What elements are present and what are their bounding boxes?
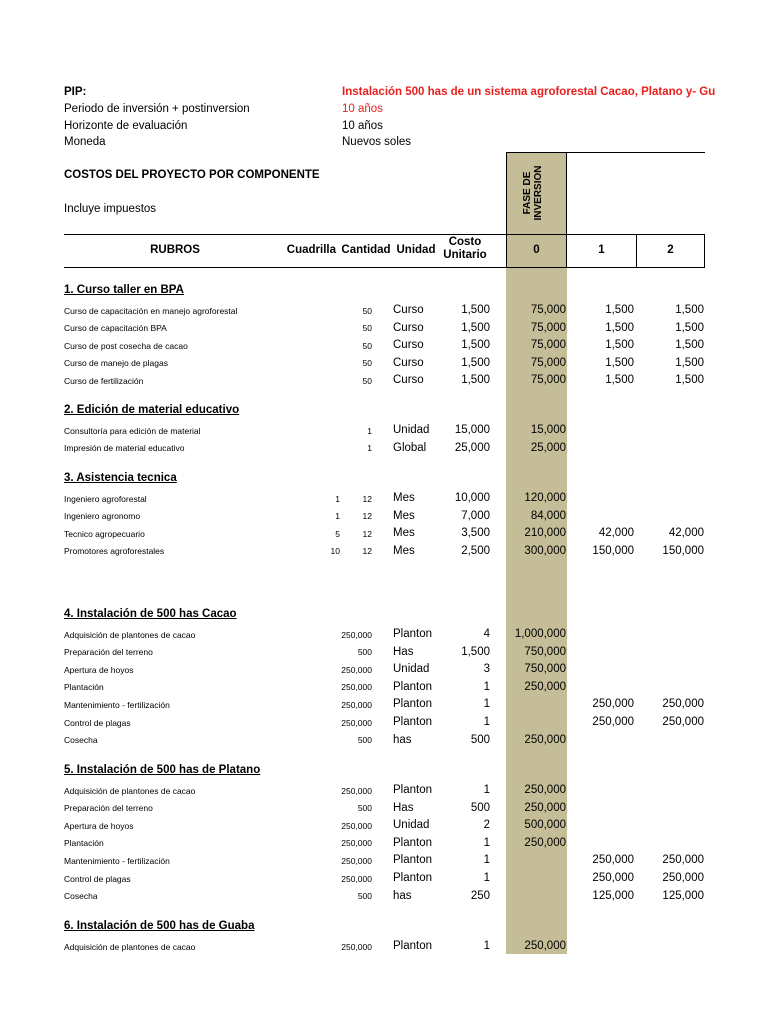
cell-cantidad: 500 [357,647,372,658]
cell-year-0: 250,000 [524,680,566,693]
cell-cantidad: 500 [357,735,372,746]
row-rubro: Tecnico agropecuario [64,528,145,539]
cell-costo-unitario: 7,000 [461,509,490,522]
cell-costo-unitario: 500 [470,733,490,746]
col-costo-unitario: Costo Unitario [443,236,487,261]
cell-unidad: Unidad [393,663,430,676]
pip-value: Instalación 500 has de un sistema agroforestal Cacao, Platano y- Gu [342,86,716,98]
cell-year-1: 250,000 [592,716,634,728]
cell-unidad: Mes [393,527,415,540]
cell-costo-unitario: 1 [483,836,490,849]
cell-year-0: 75,000 [530,374,566,387]
cell-cantidad: 250,000 [341,820,372,831]
row-rubro: Apertura de hoyos [64,664,134,675]
cell-year-1: 1,500 [605,321,634,334]
cell-year-0: 84,000 [530,509,566,522]
row-rubro: Control de plagas [64,717,131,728]
cell-costo-unitario: 1 [483,716,490,728]
col-year-1: 1 [598,244,605,256]
cell-year-0: 750,000 [524,645,566,658]
cell-cantidad: 250,000 [341,682,372,693]
cell-year-2: 250,000 [662,698,704,711]
cell-unidad: Has [393,645,414,658]
cell-year-1: 42,000 [598,527,634,540]
col-rubros: RUBROS [150,244,200,256]
cell-year-1: 1,500 [605,356,634,369]
cell-unidad: Planton [393,872,433,884]
cell-unidad: Planton [393,698,433,711]
cell-costo-unitario: 15,000 [454,424,490,436]
cell-year-0: 75,000 [530,304,566,316]
cell-cantidad: 250,000 [341,873,372,884]
cell-cuadrilla: 10 [330,546,340,557]
col-cantidad: Cantidad [341,244,391,256]
col-unidad: Unidad [396,244,436,256]
cell-costo-unitario: 3,500 [461,527,490,540]
cell-year-2: 1,500 [675,356,704,369]
cell-year-0: 25,000 [530,441,566,454]
cell-unidad: Curso [393,304,424,316]
pip-label: PIP: [64,86,87,98]
moneda-value: Nuevos soles [342,136,412,148]
row-rubro: Curso de post cosecha de cacao [64,340,188,351]
cell-cantidad: 500 [357,891,372,902]
cell-unidad: Planton [393,716,433,728]
cell-unidad: Planton [393,836,433,849]
cell-year-2: 250,000 [662,872,704,884]
cell-cuadrilla: 1 [335,511,340,522]
cell-costo-unitario: 2,500 [461,544,490,557]
cell-unidad: Curso [393,321,424,334]
cell-costo-unitario: 250 [470,889,490,902]
cell-cuadrilla: 5 [335,528,340,539]
cell-cantidad: 1 [367,443,372,454]
cell-year-1: 1,500 [605,339,634,352]
row-rubro: Ingeniero agroforestal [64,493,147,504]
cell-year-2: 1,500 [675,339,704,352]
cell-year-0: 75,000 [530,356,566,369]
row-rubro: Impresión de material educativo [64,443,185,454]
row-rubro: Curso de manejo de plagas [64,358,168,369]
cell-year-2: 150,000 [662,544,704,557]
cell-unidad: Mes [393,544,415,557]
cell-costo-unitario: 25,000 [454,441,490,454]
cell-year-0: 1,000,000 [514,628,566,640]
cell-year-1: 250,000 [592,854,634,867]
row-rubro: Preparación del terreno [64,803,153,814]
cell-costo-unitario: 10,000 [454,492,490,504]
cell-unidad: Planton [393,940,433,952]
cell-year-0: 250,000 [524,784,566,796]
cell-costo-unitario: 500 [470,801,490,814]
cell-costo-unitario: 1 [483,698,490,711]
cell-unidad: Global [393,441,427,454]
row-rubro: Mantenimiento - fertilización [64,699,170,710]
cell-year-0: 500,000 [524,819,566,832]
cell-year-2: 125,000 [662,889,704,902]
cell-year-0: 75,000 [530,339,566,352]
section-title: 2. Edición de material educativo [64,404,240,416]
cell-year-0: 210,000 [524,527,566,540]
row-rubro: Plantación [64,838,104,849]
cell-cantidad: 50 [362,375,372,386]
cell-year-0: 120,000 [524,492,566,504]
row-rubro: Promotores agroforestales [64,546,165,557]
cell-year-0: 750,000 [524,663,566,676]
cell-unidad: Planton [393,680,433,693]
cell-costo-unitario: 1,500 [461,356,490,369]
cell-unidad: Curso [393,374,424,387]
cell-year-0: 250,000 [524,940,566,952]
row-rubro: Preparación del terreno [64,647,153,658]
row-rubro: Cosecha [64,891,98,902]
row-rubro: Curso de fertilización [64,375,144,386]
cell-year-1: 1,500 [605,304,634,316]
row-rubro: Plantación [64,682,104,693]
row-rubro: Curso de capacitación BPA [64,323,167,334]
cell-costo-unitario: 1,500 [461,304,490,316]
periodo-label: Periodo de inversión + postinversion [64,103,250,115]
row-rubro: Curso de capacitación en manejo agroforestal [64,305,238,316]
header-rule-top [64,234,705,235]
cell-year-2: 1,500 [675,374,704,387]
cell-year-2: 1,500 [675,321,704,334]
incluye-impuestos: Incluye impuestos [64,203,157,215]
cell-cantidad: 250,000 [341,855,372,866]
cell-year-2: 250,000 [662,716,704,728]
cell-year-1: 150,000 [592,544,634,557]
section-title: 6. Instalación de 500 has de Guaba [64,920,255,932]
col-divider-right [704,234,705,268]
section-title: 4. Instalación de 500 has Cacao [64,608,237,620]
row-rubro: Control de plagas [64,873,131,884]
cell-cantidad: 250,000 [341,838,372,849]
cell-cantidad: 250,000 [341,785,372,796]
cell-cantidad: 250,000 [341,717,372,728]
cell-unidad: Has [393,801,414,814]
moneda-label: Moneda [64,136,106,148]
cell-year-0: 300,000 [524,544,566,557]
cell-costo-unitario: 1 [483,680,490,693]
row-rubro: Mantenimiento - fertilización [64,855,170,866]
row-rubro: Adquisición de plantones de cacao [64,785,196,796]
cell-costo-unitario: 1,500 [461,321,490,334]
cell-year-2: 42,000 [668,527,704,540]
cell-costo-unitario: 1 [483,784,490,796]
col-cuadrilla: Cuadrilla [286,244,336,256]
cell-cantidad: 500 [357,803,372,814]
cell-costo-unitario: 1 [483,854,490,867]
cell-costo-unitario: 1 [483,872,490,884]
fase-inversion-label: FASE DE INVERSION [522,165,544,221]
cell-costo-unitario: 4 [483,628,490,640]
cell-unidad: Planton [393,628,433,640]
cell-year-0: 75,000 [530,321,566,334]
cell-cuadrilla: 1 [335,493,340,504]
cell-costo-unitario: 3 [483,663,490,676]
cell-costo-unitario: 1,500 [461,339,490,352]
cell-unidad: Mes [393,492,415,504]
cell-cantidad: 50 [362,340,372,351]
cell-cantidad: 50 [362,323,372,334]
row-rubro: Adquisición de plantones de cacao [64,629,196,640]
cell-costo-unitario: 1 [483,940,490,952]
col-year-2: 2 [667,244,674,256]
row-rubro: Apertura de hoyos [64,820,134,831]
top-rule [506,152,705,153]
cell-year-2: 1,500 [675,304,704,316]
cell-cantidad: 250,000 [341,664,372,675]
cell-year-1: 250,000 [592,872,634,884]
cell-cantidad: 12 [362,511,372,522]
cell-cantidad: 250,000 [341,699,372,710]
cell-cantidad: 250,000 [341,629,372,640]
cell-cantidad: 12 [362,546,372,557]
row-rubro: Adquisición de plantones de cacao [64,941,196,952]
cell-costo-unitario: 1,500 [461,645,490,658]
cell-year-0: 250,000 [524,801,566,814]
horizonte-value: 10 años [342,120,383,132]
cell-unidad: Unidad [393,424,430,436]
cell-unidad: Unidad [393,819,430,832]
section-title: 3. Asistencia tecnica [64,472,177,484]
cell-unidad: Curso [393,356,424,369]
cell-year-0: 250,000 [524,733,566,746]
cell-unidad: Mes [393,509,415,522]
cell-year-0: 250,000 [524,836,566,849]
cell-costo-unitario: 1,500 [461,374,490,387]
cell-year-2: 250,000 [662,854,704,867]
col-year-0: 0 [533,244,540,256]
cell-cantidad: 50 [362,305,372,316]
row-rubro: Ingeniero agronomo [64,511,141,522]
cell-cantidad: 12 [362,528,372,539]
cell-cantidad: 50 [362,358,372,369]
cell-unidad: has [393,889,412,902]
costos-title: COSTOS DEL PROYECTO POR COMPONENTE [64,169,320,181]
cell-unidad: Curso [393,339,424,352]
row-rubro: Consultoría para edición de material [64,425,201,436]
cell-year-1: 250,000 [592,698,634,711]
cell-unidad: has [393,733,412,746]
cell-year-1: 1,500 [605,374,634,387]
cell-year-1: 125,000 [592,889,634,902]
row-rubro: Cosecha [64,735,98,746]
cell-cantidad: 12 [362,493,372,504]
cell-unidad: Planton [393,784,433,796]
header-rule-bottom [64,267,705,268]
horizonte-label: Horizonte de evaluación [64,120,188,132]
periodo-value: 10 años [342,103,383,115]
cell-year-0: 15,000 [530,424,566,436]
cell-costo-unitario: 2 [483,819,490,832]
section-title: 1. Curso taller en BPA [64,284,184,296]
cell-cantidad: 1 [367,425,372,436]
section-title: 5. Instalación de 500 has de Platano [64,764,261,776]
cell-cantidad: 250,000 [341,941,372,952]
cell-unidad: Planton [393,854,433,867]
